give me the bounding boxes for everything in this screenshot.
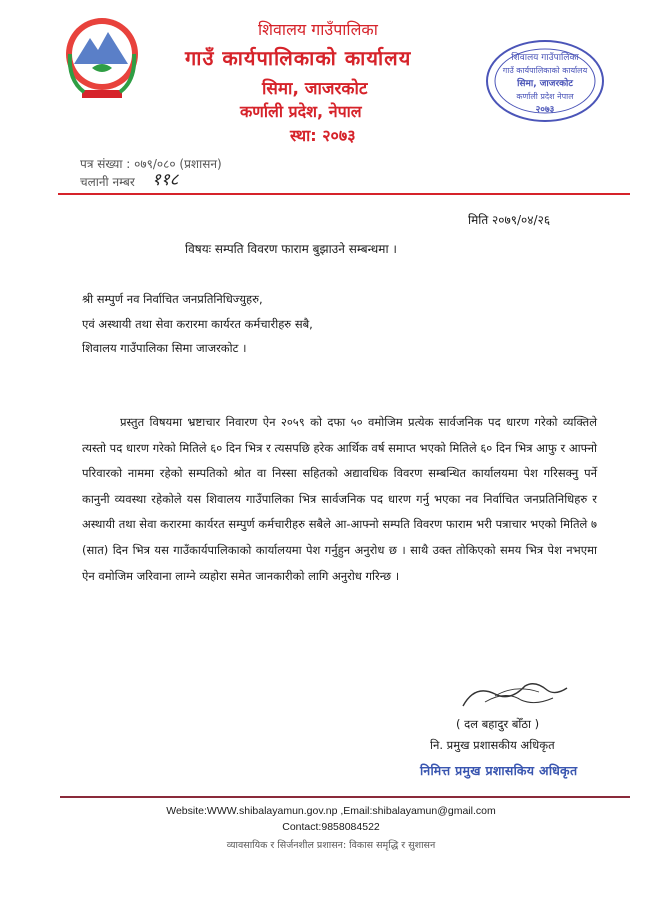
letterhead-established: स्था: २०७३ (290, 126, 356, 145)
footer-divider (60, 796, 630, 798)
svg-text:शिवालय गाउँपालिका: शिवालय गाउँपालिका (511, 53, 579, 63)
nepal-emblem-icon (62, 10, 142, 105)
svg-text:सिमा, जाजरकोट: सिमा, जाजरकोट (517, 79, 573, 89)
handwritten-signature (455, 676, 575, 716)
dispatch-number-value: ११८ (152, 170, 179, 190)
letter-number: पत्र संख्या : ०७९/०८० (प्रशासन) (80, 157, 222, 171)
letterhead-province: कर्णाली प्रदेश, नेपाल (240, 102, 362, 121)
footer-contact: Contact:9858084522 (282, 821, 380, 833)
svg-text:गाउँ कार्यपालिकाको कार्यालय: गाउँ कार्यपालिकाको कार्यालय (502, 66, 588, 75)
footer-website-email: Website:WWW.shibalayamun.gov.np ,Email:shibalayamun@gmail.com (166, 805, 496, 817)
office-stamp (483, 36, 607, 126)
addressee-line: श्री सम्पुर्ण नव निर्वाचित जनप्रतिनिधिज्युहरु, (82, 292, 263, 306)
addressee-line: शिवालय गाउँपालिका सिमा जाजरकोट । (82, 341, 247, 355)
letterhead-location: सिमा, जाजरकोट (262, 79, 368, 99)
header-divider (58, 193, 630, 195)
letter-date: मिति २०७९/०४/२६ (468, 213, 551, 227)
letter-subject: विषयः सम्पति विवरण फाराम बुझाउने सम्बन्धमा । (185, 242, 397, 256)
signer-stamp: निमित्त प्रमुख प्रशासकिय अधिकृत (420, 763, 578, 778)
signer-title: नि. प्रमुख प्रशासकीय अधिकृत (430, 738, 555, 752)
dispatch-number-label: चलानी नम्बर (80, 175, 135, 189)
letter-body: प्रस्तुत विषयमा भ्रष्टाचार निवारण ऐन २०५९ को दफा ५० वमोजिम प्रत्येक सार्वजनिक पद धारण गरेको व्यक्तिले त्यस्तो पद धारण गरेको मितिले ६० दिन भित्र र त्यसपछि हरेक आर्थिक वर्ष समाप्त भएको मितिले ६० दिन भित्र आफु र आफ्नो परिवारको नाममा रहेको सम्पतिको श्रोत वा निस्सा सहितको अद्यावधिक विवरण सम्बन्धित कार्यालयमा पेश गरिसक्नु पर्ने कानुनी व्यवस्था रहेकोले यस शिवालय गाउँपालिका भित्र सार्वजनिक पद धारण गर्नु भएका नव निर्वाचित जनप्रतिनिधिहरु र अस्थायी तथा सेवा करारमा कार्यरत सम्पुर्ण कर्मचारीहरु सबैले आ-आफ्नो सम्पति विवरण फाराम भरी पत्राचार भएको मितिले ७ (सात) दिन भित्र यस गाउँकार्यपालिकाको कार्यालयमा पेश गर्नुहुन अनुरोध छ । साथै उक्त तोकिएको समय भित्र पेश नभएमा ऐन वमोजिम जरिवाना लाग्ने व्यहोरा समेत जानकारीको लागि अनुरोध गरिन्छ । (82, 415, 597, 583)
signer-name: ( दल बहादुर बोँठा ) (456, 717, 540, 731)
footer-slogan: व्यावसायिक र सिर्जनशील प्रशासन: विकास समृद्धि र सुशासन (226, 840, 436, 851)
svg-text:२०७३: २०७३ (535, 105, 555, 115)
svg-text:कर्णाली प्रदेश नेपाल: कर्णाली प्रदेश नेपाल (516, 92, 574, 101)
letterhead-office-name: गाउँ कार्यपालिकाको कार्यालय (185, 46, 412, 70)
addressee-line: एवं अस्थायी तथा सेवा करारमा कार्यरत कर्मचारीहरु सबै, (82, 317, 313, 331)
letterhead-line1: शिवालय गाउँपालिका (258, 20, 378, 39)
